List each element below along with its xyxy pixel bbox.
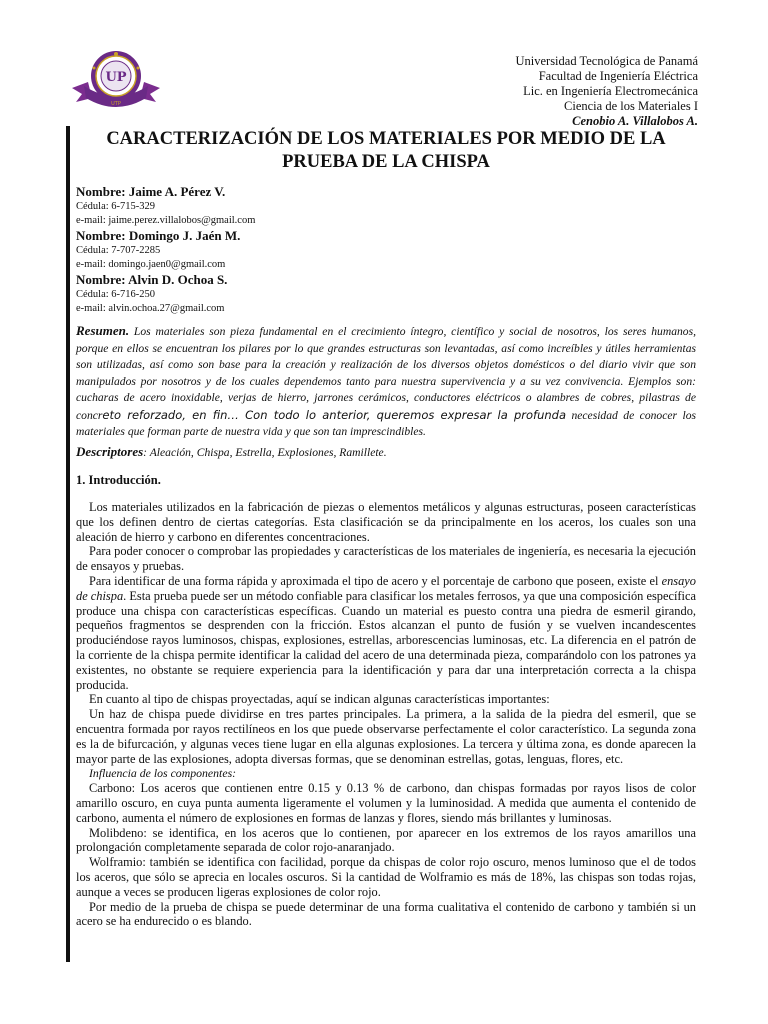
author-name: Nombre: Domingo J. Jaén M. bbox=[76, 228, 241, 243]
university-seal-logo bbox=[70, 48, 162, 114]
program-name: Lic. en Ingeniería Electromecánica bbox=[523, 84, 698, 98]
margin-rule bbox=[66, 126, 70, 962]
paragraph: Por medio de la prueba de chispa se puede determinar de una forma cualitativa el contenido de carbono y también si un acero se ha endurecido o es blando. bbox=[76, 899, 696, 929]
professor-name: Cenobio A. Villalobos A. bbox=[572, 114, 698, 128]
author-email: e-mail: alvin.ochoa.27@gmail.com bbox=[76, 302, 225, 314]
paragraph: Un haz de chispa puede dividirse en tres partes principales. La primera, a la salida de la piedra del esmeril, que se encuentra formada por rayos rectilíneos en los que puede observarse perfectamente el color característico. La segunda zona es la de bifurcación, y algunas veces tiene lugar en ella algunas explosiones. La tercera y última zona, es donde aparecen la mayor parte de las explosiones, adopta diversas formas, que se denominan estrellas, gotas, lenguas, flores, etc. bbox=[76, 707, 696, 766]
paragraph bbox=[76, 574, 696, 692]
faculty-name: Facultad de Ingeniería Eléctrica bbox=[538, 69, 698, 83]
course-name: Ciencia de los Materiales I bbox=[564, 99, 698, 113]
author-list bbox=[76, 183, 696, 315]
section-body bbox=[76, 500, 696, 929]
author-name: Nombre: Jaime A. Pérez V. bbox=[76, 184, 226, 199]
svg-text:UTP: UTP bbox=[111, 101, 121, 107]
abstract bbox=[76, 323, 696, 441]
paragraph: Carbono: Los aceros que contienen entre 0.15 y 0.13 % de carbono, dan chispas formadas por rayos lisos de color amarillo oscuro, en cuya punta aumenta ligeramente el volumen y la luminosidad. A medida que aumenta el contenido de carbono, aumenta el número de explosiones en formas de lanzas y flores, siendo más brillantes y luminosas. bbox=[76, 781, 696, 825]
emphasis: ensayo de chispa bbox=[76, 573, 696, 603]
keywords-text: : Aleación, Chispa, Estrella, Explosiones, Ramillete. bbox=[143, 446, 387, 459]
abstract-text: Los materiales son pieza fundamental en el crecimiento íntegro, científico y social de nosotros, los seres humanos, porque en ellos se encuentran los pilares por lo que grandes estructuras son levantadas, así como increíbles y útiles herramientas son utilizadas, así como son base para la creación y realización de los diversos objetos domésticos o del diario vivir que son manipulados por nosotros y de los cuales dependemos tanto para nuestra supervivencia y a su vez convivencia. Ejemplos son: cucharas de acero inoxidable, verjas de hierro, jarrones cerámicos, conductores eléctricos o alambres de cobres, pilastras de concr bbox=[76, 325, 696, 422]
university-name: Universidad Tecnológica de Panamá bbox=[515, 54, 698, 68]
subheading: Influencia de los componentes: bbox=[89, 766, 237, 781]
paragraph-text: . Esta prueba puede ser un método confiable para clasificar los metales ferrosos, ya que una composición específica produce una chispa con características específicas. Cuando un material es puesto contra una piedra de esmeril girando, pequeños fragmentos se desprenden con la fricción. Estos alcanzan el punto de fusión y se vuelven incandescentes produciéndose rayos luminosos, chispas, explosiones, estrellas, arborescencias luminosas, etc. La diferencia en el patrón de la corriente de la chispa permite identificar la calidad del acero de una determinada pieza, comparándolo con los patrones ya existentes, no obstante se requiere experiencia para la identificación y para dar una interpretación correcta a la chispa producida. bbox=[76, 588, 696, 692]
keywords bbox=[76, 444, 696, 461]
author-email: e-mail: domingo.jaen0@gmail.com bbox=[76, 258, 226, 270]
paragraph: En cuanto al tipo de chispas proyectadas, aquí se indican algunas características importantes: bbox=[89, 692, 550, 707]
paper-title: CARACTERIZACIÓN DE LOS MATERIALES POR MEDIO DE LA PRUEBA DE LA CHISPA bbox=[106, 129, 666, 172]
author-id: Cédula: 6-715-329 bbox=[76, 201, 156, 212]
abstract-text-alt-font: eto reforzado, en fin… Con todo lo anterior, queremos expresar la profunda bbox=[102, 407, 567, 422]
abstract-text-end: necesidad de conocer los materiales que forman parte de nuestra vida y que son tan imprescindibles. bbox=[76, 408, 696, 438]
paragraph: Molibdeno: se identifica, en los aceros que lo contienen, por aparecer en los extremos de los rayos amarillos una prolongación completamente separada de color rojo-anaranjado. bbox=[76, 825, 696, 855]
author-name: Nombre: Alvin D. Ochoa S. bbox=[76, 272, 228, 287]
author-email: e-mail: jaime.perez.villalobos@gmail.com bbox=[76, 214, 256, 226]
svg-text:UP: UP bbox=[105, 70, 127, 85]
abstract-label: Resumen. bbox=[76, 323, 130, 338]
section-heading: 1. Introducción. bbox=[76, 473, 161, 487]
author-id: Cédula: 7-707-2285 bbox=[76, 245, 161, 256]
paragraph: Wolframio: también se identifica con facilidad, porque da chispas de color rojo oscuro, menos luminoso que el de todos los aceros, que sólo se aprecia en locales oscuros. Si la cantidad de Wolframio es más de 18%, las chispas son todas rojas, aunque a veces se producen ligeras explosiones de color rojo. bbox=[76, 855, 696, 899]
paragraph-text: Para identificar de una forma rápida y aproximada el tipo de acero y el porcentaje de carbono que poseen, existe el bbox=[89, 573, 662, 588]
paragraph: Los materiales utilizados en la fabricación de piezas o elementos metálicos y algunas estructuras, poseen características que los definen dentro de ciertas categorías. Esta clasificación se da principalmente en los aceros, los cuales son una aleación de hierro y carbono en diferentes concentraciones. bbox=[76, 500, 696, 544]
author-id: Cédula: 6-716-250 bbox=[76, 289, 156, 300]
paragraph: Para poder conocer o comprobar las propiedades y características de los materiales de ingeniería, es necesaria la ejecución de ensayos y pruebas. bbox=[76, 544, 696, 574]
keywords-label: Descriptores bbox=[76, 444, 144, 459]
affiliation-block bbox=[515, 54, 698, 129]
